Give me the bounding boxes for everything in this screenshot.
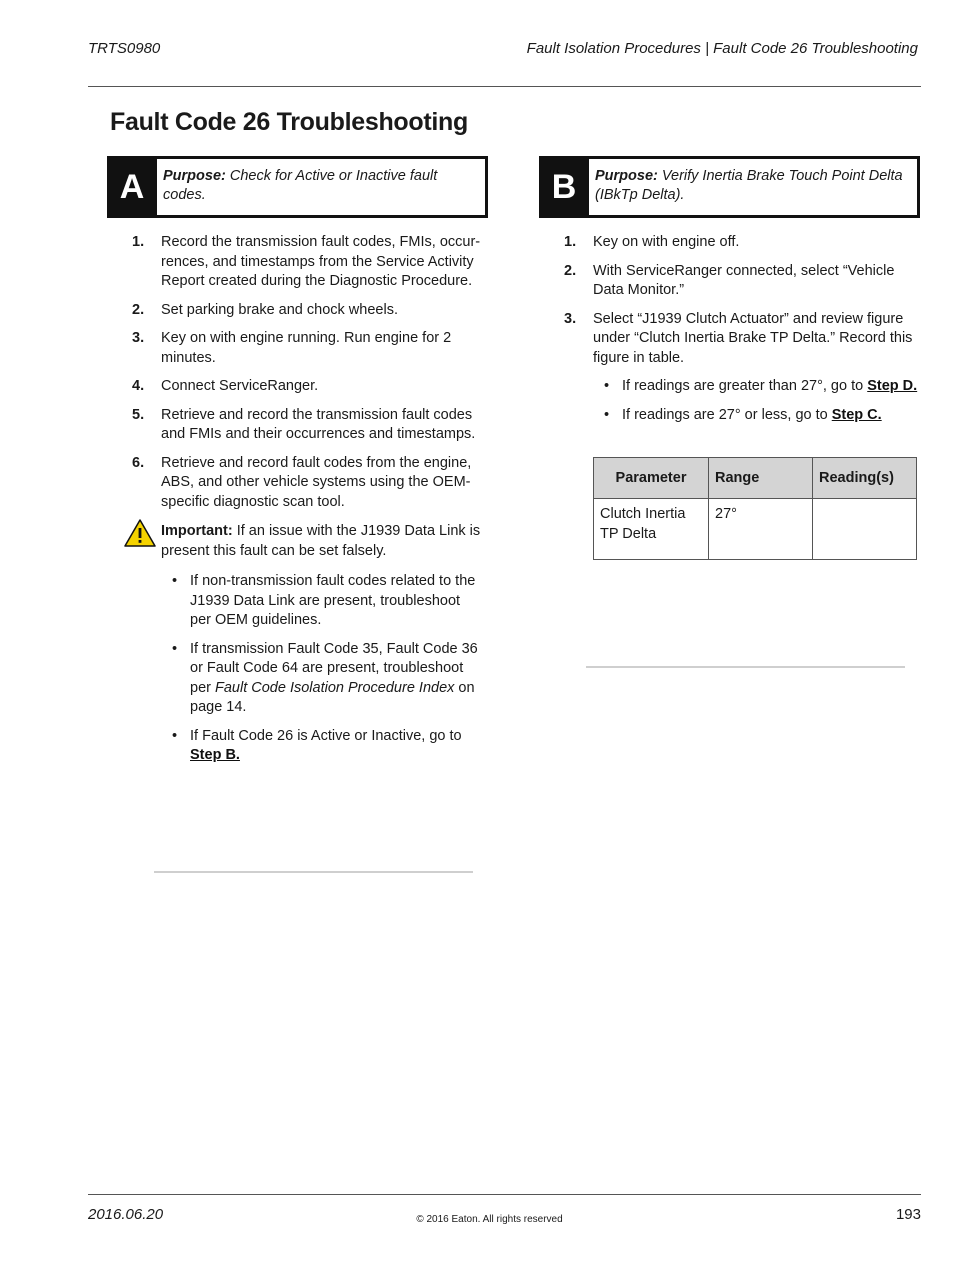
step-b-list [564,233,914,377]
list-item-text: Retrieve and record fault codes from the engine, ABS, and other vehicle systems using the OEM-specific diagnostic scan tool. [161,454,472,510]
table-header-row [594,458,917,499]
list-item [564,310,914,369]
column-header-readings: Reading(s) [813,458,917,499]
step-d-link[interactable]: Step D. [867,378,918,394]
divider [586,666,905,668]
step-a-letter: A [107,156,157,218]
bullet-item [604,377,920,397]
list-item-number: 1. [564,234,577,250]
important-note [124,522,521,561]
step-a-purpose-box [107,156,488,218]
header-rule [88,86,921,87]
header-section: Fault Isolation Procedures | Fault Code 26 Troubleshooting [526,40,918,57]
bullet-text: If readings are 27° or less, go to [622,406,832,423]
step-b-purpose-label: Purpose: [595,168,658,184]
list-item [132,233,482,292]
cell-reading[interactable] [813,499,917,560]
cell-range: 27° [709,499,813,560]
list-item-number: 2. [132,301,145,318]
divider [154,871,473,873]
list-item [132,329,482,368]
list-item [132,406,482,445]
list-item-text: Key on with engine off. [593,234,740,250]
bullet-dot: • [604,378,610,394]
important-text: If an issue with the J1939 Data Link is present this fault can be set falsely. [161,523,481,559]
column-header-parameter: Parameter [594,458,709,499]
step-a-purpose [163,167,477,205]
list-item-number: 6. [132,454,145,471]
list-item-text: Key on with engine running. Run engine for 2 minutes. [161,330,452,366]
list-item-number: 1. [132,234,145,250]
bullet-item [604,406,920,426]
footer-rule [88,1194,921,1195]
list-item [132,377,482,397]
page-number: 193 [895,1206,921,1223]
bullet-dot: • [604,406,610,423]
bullet-text-tail: on page 14. [190,679,475,715]
bullet-text: If non-transmission fault codes related to the J1939 Data Link are present, troubleshoot per OEM guidelines. [190,573,476,628]
step-b-bullets [604,377,920,434]
list-item [564,262,914,301]
parameter-table [593,457,917,560]
list-item-number: 3. [132,330,145,346]
bullet-item [172,640,484,718]
step-b-purpose-box [539,156,920,218]
list-item-number: 3. [564,310,577,327]
header-doc-code: TRTS0980 [88,40,161,57]
table-row [594,499,917,560]
bullet-item [172,572,484,631]
list-item [132,301,482,321]
step-a-purpose-text: Check for Active or Inactive fault codes. [163,168,438,203]
bullet-dot: • [172,640,178,657]
bullet-dot: • [172,727,178,744]
bullet-text: If Fault Code 26 is Active or Inactive, go to [190,727,462,744]
list-item-number: 5. [132,406,145,423]
step-b-letter: B [539,156,589,218]
list-item-text: Retrieve and record the transmission fault codes and FMIs and their occurrences and timestamps. [161,406,476,442]
list-item-text: Record the transmission fault codes, FMIs, occur-rences, and timestamps from the Service Activity Report created during the Diagnostic Procedure. [161,234,481,289]
bullet-dot: • [172,573,178,589]
step-b-link[interactable]: Step B. [190,747,240,763]
list-item-number: 2. [564,262,577,279]
bullet-text: If readings are greater than 27°, go to [622,378,868,394]
list-item-text: With ServiceRanger connected, select “Vehicle Data Monitor.” [593,262,895,298]
column-header-range: Range [709,458,813,499]
list-item [132,454,482,513]
important-label: Important: [161,523,233,539]
step-b-purpose-text: Verify Inertia Brake Touch Point Delta (IBkTp Delta). [595,168,903,203]
warning-triangle-icon [124,519,156,547]
bullet-text: If transmission Fault Code 35, Fault Code 36 or Fault Code 64 are present, troubleshoot per [190,640,478,696]
step-a-purpose-label: Purpose: [163,168,226,184]
step-c-link[interactable]: Step C. [831,406,882,423]
step-b-purpose [595,167,909,205]
step-a-bullets [172,572,484,775]
page-title: Fault Code 26 Troubleshooting [110,108,468,136]
cell-parameter: Clutch Inertia TP Delta [594,499,709,560]
fault-code-index-reference: Fault Code Isolation Procedure Index [215,679,455,696]
list-item [564,233,914,253]
footer-date: 2016.06.20 [88,1206,164,1223]
list-item-text: Connect ServiceRanger. [161,378,319,394]
list-item-number: 4. [132,378,145,394]
bullet-item [172,727,484,766]
list-item-text: Select “J1939 Clutch Actuator” and review figure under “Clutch Inertia Brake TP Delta.” Record this figure in table. [593,310,913,366]
footer-copyright: © 2016 Eaton. All rights reserved [416,1214,563,1225]
step-a-list [132,233,482,521]
list-item-text: Set parking brake and chock wheels. [161,301,398,318]
